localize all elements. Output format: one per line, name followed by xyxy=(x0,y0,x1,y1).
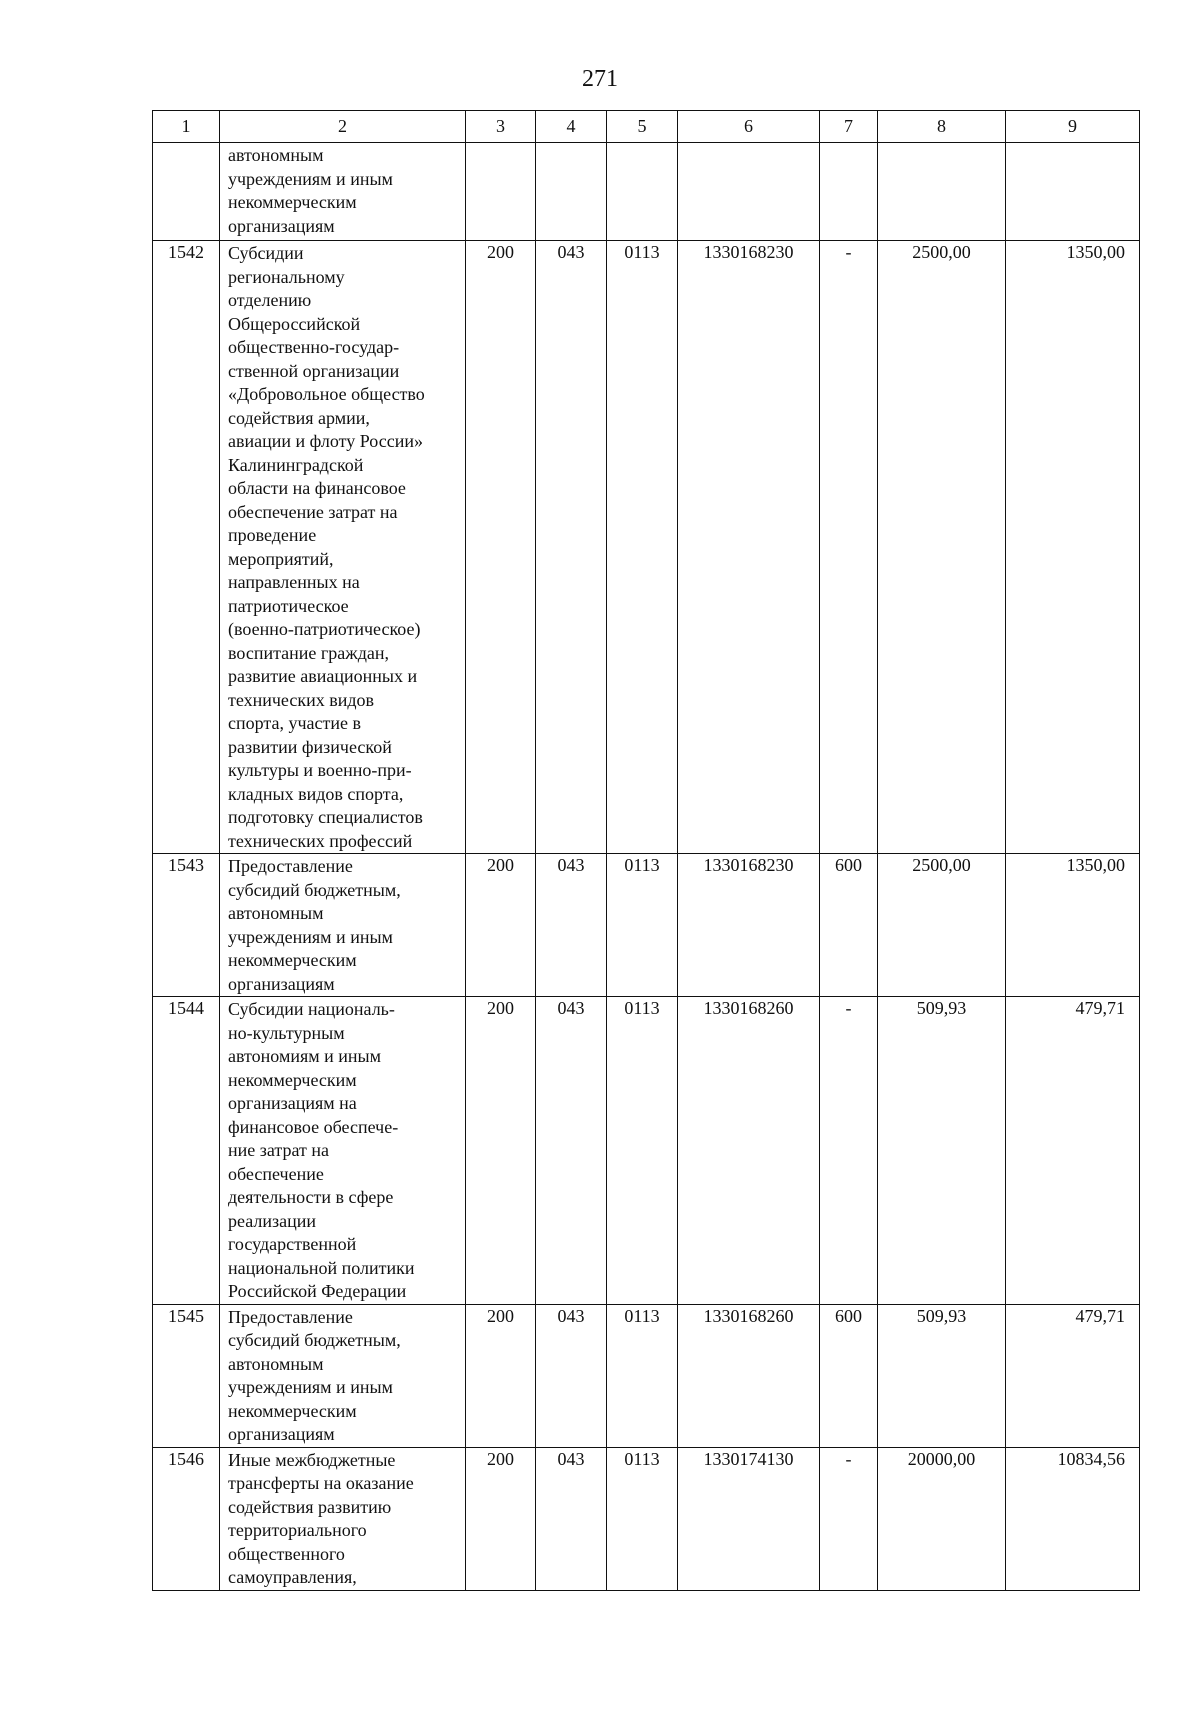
row-number: 1542 xyxy=(153,241,220,854)
header-cell: 1 xyxy=(153,111,220,143)
cell-col9: 479,71 xyxy=(1006,1304,1140,1447)
cell-col9: 10834,56 xyxy=(1006,1447,1140,1590)
row-number: 1546 xyxy=(153,1447,220,1590)
cell-col6: 1330168230 xyxy=(678,241,820,854)
cell-col6: 1330168230 xyxy=(678,854,820,997)
table-row xyxy=(153,997,1140,1305)
header-cell: 9 xyxy=(1006,111,1140,143)
cell-col7 xyxy=(820,143,878,241)
row-name: автономным учреждениям и иным некоммерческим организациям xyxy=(220,143,466,241)
cell-col6: 1330168260 xyxy=(678,1304,820,1447)
cell-col9: 479,71 xyxy=(1006,997,1140,1305)
cell-col4: 043 xyxy=(536,1304,607,1447)
cell-col3: 200 xyxy=(466,241,536,854)
row-number: 1544 xyxy=(153,997,220,1305)
cell-col7: - xyxy=(820,241,878,854)
cell-col8: 2500,00 xyxy=(878,241,1006,854)
cell-col7: 600 xyxy=(820,1304,878,1447)
cell-col6: 1330174130 xyxy=(678,1447,820,1590)
cell-col7: - xyxy=(820,997,878,1305)
page-number: 271 xyxy=(582,66,618,92)
table-row xyxy=(153,241,1140,854)
cell-col5: 0113 xyxy=(607,1304,678,1447)
cell-col4: 043 xyxy=(536,997,607,1305)
cell-col5 xyxy=(607,143,678,241)
cell-col9: 1350,00 xyxy=(1006,241,1140,854)
header-cell: 2 xyxy=(220,111,466,143)
header-cell: 4 xyxy=(536,111,607,143)
cell-col3: 200 xyxy=(466,1447,536,1590)
budget-table xyxy=(152,110,1140,1591)
cell-col4: 043 xyxy=(536,854,607,997)
cell-col5: 0113 xyxy=(607,854,678,997)
cell-col3: 200 xyxy=(466,854,536,997)
cell-col4 xyxy=(536,143,607,241)
cell-col6: 1330168260 xyxy=(678,997,820,1305)
cell-col8 xyxy=(878,143,1006,241)
row-name: Субсидии региональному отделению Общероссийской общественно-государ- ственной организации «Добровольное общество содействия армии, авиации и флоту России» Калининградской области на финансовое обеспечение затрат на проведение мероприятий, направленных на патриотическое (военно-патриотическое) воспитание граждан, развитие авиационных и технических видов спорта, участие в развитии физической культуры и военно-при- кладных видов спорта, подготовку специалистов технических профессий xyxy=(220,241,466,854)
table-row xyxy=(153,1447,1140,1590)
cell-col3: 200 xyxy=(466,997,536,1305)
cell-col8: 20000,00 xyxy=(878,1447,1006,1590)
row-name: Предоставление субсидий бюджетным, автономным учреждениям и иным некоммерческим организациям xyxy=(220,1304,466,1447)
header-row xyxy=(153,111,1140,143)
cell-col5: 0113 xyxy=(607,1447,678,1590)
row-number xyxy=(153,143,220,241)
table-row xyxy=(153,854,1140,997)
row-number: 1543 xyxy=(153,854,220,997)
cell-col7: - xyxy=(820,1447,878,1590)
row-name: Субсидии националь- но-культурным автономиям и иным некоммерческим организациям на финансовое обеспече- ние затрат на обеспечение деятельности в сфере реализации государственной национальной политики Российской Федерации xyxy=(220,997,466,1305)
cell-col9 xyxy=(1006,143,1140,241)
cell-col7: 600 xyxy=(820,854,878,997)
cell-col4: 043 xyxy=(536,241,607,854)
cell-col3: 200 xyxy=(466,1304,536,1447)
row-number: 1545 xyxy=(153,1304,220,1447)
row-name: Предоставление субсидий бюджетным, автономным учреждениям и иным некоммерческим организациям xyxy=(220,854,466,997)
header-cell: 3 xyxy=(466,111,536,143)
header-cell: 7 xyxy=(820,111,878,143)
cell-col4: 043 xyxy=(536,1447,607,1590)
cell-col8: 509,93 xyxy=(878,1304,1006,1447)
cell-col3 xyxy=(466,143,536,241)
table-row xyxy=(153,1304,1140,1447)
cell-col6 xyxy=(678,143,820,241)
header-cell: 8 xyxy=(878,111,1006,143)
cell-col8: 509,93 xyxy=(878,997,1006,1305)
row-name: Иные межбюджетные трансферты на оказание содействия развитию территориального общественного самоуправления, xyxy=(220,1447,466,1590)
cell-col5: 0113 xyxy=(607,997,678,1305)
cell-col8: 2500,00 xyxy=(878,854,1006,997)
table-row xyxy=(153,143,1140,241)
cell-col5: 0113 xyxy=(607,241,678,854)
cell-col9: 1350,00 xyxy=(1006,854,1140,997)
header-cell: 6 xyxy=(678,111,820,143)
header-cell: 5 xyxy=(607,111,678,143)
